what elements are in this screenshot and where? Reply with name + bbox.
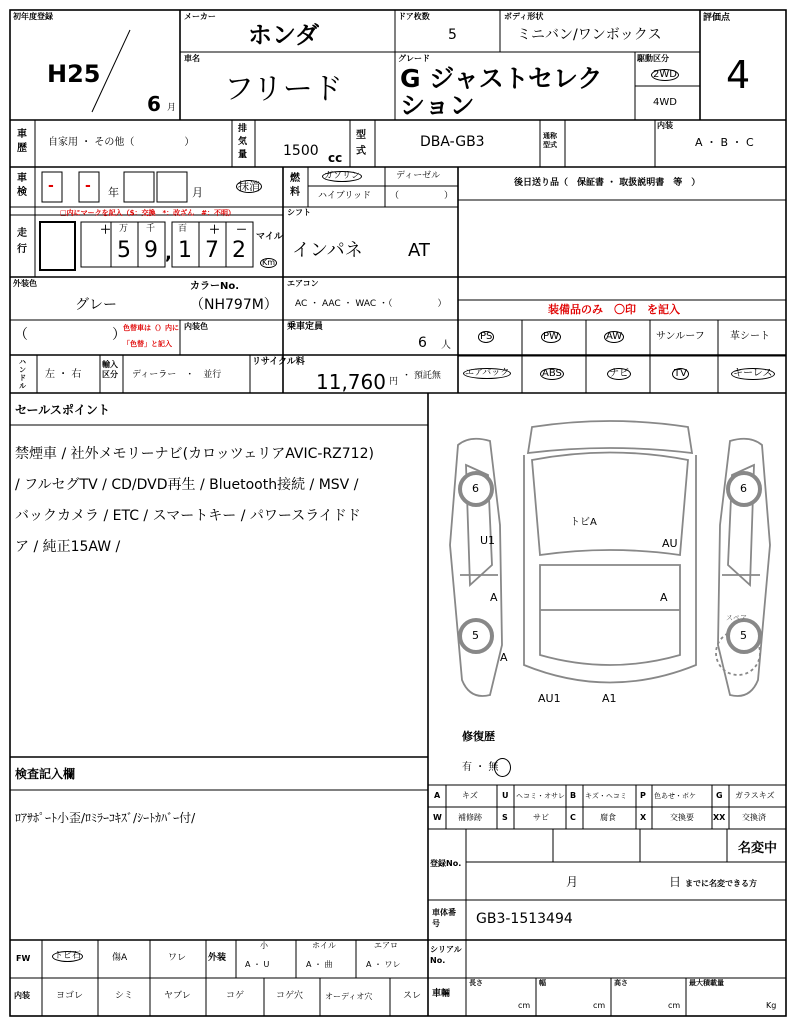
inspection-year-unit: 年	[108, 186, 119, 199]
color-change-note2: 「色替」と記入	[123, 340, 172, 348]
repair-history-label: 修復歴	[462, 730, 495, 743]
height-unit: cm	[668, 1001, 681, 1010]
height-label: 高さ	[614, 979, 628, 987]
grade-score-label: 評価点	[703, 13, 731, 23]
inspection-month-unit: 月	[192, 186, 203, 199]
interior-color-label: 内装色	[184, 322, 208, 331]
load-label: 最大積載量	[689, 979, 724, 987]
equip-ps: PS	[480, 331, 493, 342]
color-no: （NH797M）	[190, 297, 278, 313]
roof-mark: トビA	[570, 517, 597, 528]
mileage-man: 万	[119, 224, 129, 234]
sales-point-line: バックカメラ / ETC / スマートキー / パワースライドド	[15, 508, 361, 524]
recycle-label: リサイクル料	[252, 357, 305, 367]
interior-item: スレ	[403, 991, 422, 1001]
handle-label: ハンドル	[19, 358, 26, 390]
import-label: 輸入区分	[102, 360, 118, 379]
model: フリード	[224, 72, 343, 107]
fuel-hybrid: ハイブリッド	[318, 191, 372, 201]
left-door-mark: U1	[480, 534, 496, 547]
legend-code: P	[640, 791, 646, 800]
type-code: DBA-GB3	[420, 134, 485, 150]
capacity: 6	[418, 335, 427, 351]
fuel-diesel: ディーゼル	[396, 171, 441, 181]
wheel-label: ホイル	[312, 941, 336, 950]
legend-code: S	[502, 813, 508, 822]
sales-point-line: 禁煙車 / 社外メモリーナビ(カロッツェリアAVIC-RZ712)	[15, 446, 374, 462]
load-unit: Kg	[766, 1001, 777, 1010]
interior-grades: A ・ B ・ C	[695, 136, 754, 149]
handle-options: 左 ・ 右	[45, 369, 82, 380]
small-options: A ・ U	[245, 960, 270, 969]
first-reg-year: H25	[47, 60, 101, 88]
common-type-label: 通称型式	[543, 132, 557, 149]
doors-label: ドア枚数	[398, 12, 430, 21]
recycle-unit: 円	[389, 377, 399, 387]
legend-desc: サビ	[533, 813, 549, 822]
left-side-mark1: A	[490, 591, 498, 604]
tire-rear-left: 5	[472, 629, 479, 642]
mileage-comma: ,	[165, 243, 172, 264]
mileage-sen: 千	[146, 224, 156, 234]
rear-mark1: AU1	[538, 692, 561, 705]
grade-label: グレード	[398, 54, 430, 63]
inspection-label: 車検	[17, 173, 27, 198]
sales-point-line: ア / 純正15AW /	[15, 539, 121, 555]
legend-desc: ヘコミ・オサレ	[516, 792, 565, 800]
maker: ホンダ	[248, 21, 320, 49]
maker-label: メーカー	[184, 12, 216, 21]
fw-chip: トビ石	[54, 951, 82, 961]
interior-item: コゲ	[226, 991, 245, 1001]
legend-desc: 交換済	[742, 813, 766, 822]
color-change-paren: （ ）	[14, 327, 126, 343]
repair-none-circle	[494, 758, 511, 777]
interior-label: 内装	[657, 121, 673, 130]
mileage-digit: 2	[232, 238, 246, 263]
ac-label: エアコン	[287, 279, 319, 288]
rear-mark2: A1	[602, 692, 617, 705]
exterior-color-label: 外装色	[13, 279, 37, 288]
inspection-notes-label: 検査記入欄	[15, 767, 76, 781]
first-reg-label: 初年度登録	[13, 12, 53, 21]
displacement-label: 排気量	[238, 124, 248, 160]
tire-rear-right: 5	[740, 629, 747, 642]
shift-type: AT	[408, 240, 430, 261]
equip-airbag: エアバック	[465, 368, 510, 378]
interior-item: ヨゴレ	[56, 991, 84, 1001]
interior-item: シミ	[115, 991, 134, 1001]
equip-pw: PW	[543, 331, 559, 342]
history-label: 車歴	[17, 129, 27, 154]
interior-item: コゲ穴	[276, 991, 304, 1001]
chassis-label: 車体番号	[432, 908, 456, 928]
legend-desc: 腐食	[600, 813, 616, 822]
equipment-header: 装備品のみ 〇印 を記入	[548, 303, 680, 316]
inspection-expired: 抹消	[238, 180, 260, 193]
exterior-label: 外装	[208, 953, 227, 963]
first-reg-month: 6	[147, 92, 161, 116]
tire-front-left: 6	[472, 482, 479, 495]
fw-crack: ワレ	[168, 953, 187, 963]
body-type-label: ボディ形状	[504, 12, 544, 21]
mileage-note: □内にマークを記入（$：交換 *：改ざん #：不明）	[60, 209, 236, 217]
equip-leather: 革シート	[730, 331, 770, 342]
grade-line2: ション	[400, 91, 475, 120]
right-side-mark: A	[660, 591, 668, 604]
equip-keyless: キーレス	[733, 368, 773, 379]
legend-desc: ガラスキズ	[735, 791, 775, 800]
recycle-amount: 11,760	[316, 370, 386, 394]
displacement-unit: cc	[328, 151, 343, 165]
width-label: 幅	[539, 979, 546, 987]
sales-points-label: セールスポイント	[15, 403, 110, 417]
right-door-mark: AU	[662, 537, 678, 550]
legend-code: X	[640, 813, 647, 822]
legend-desc: 交換要	[670, 813, 694, 822]
equip-navi: ナビ	[609, 368, 629, 379]
registration-month-unit: 月	[566, 875, 579, 889]
mileage-plus2: ＋	[209, 223, 220, 236]
legend-code: G	[716, 791, 723, 800]
mileage-digit: 9	[144, 238, 158, 263]
fuel-gasoline: ガソリン	[324, 171, 361, 181]
fuel-other: （ ）	[390, 191, 454, 201]
docs-text: 後日送り品（ 保証書 ・ 取扱説明書 等 ）	[514, 178, 701, 188]
legend-code: A	[434, 791, 441, 800]
fw-label: FW	[16, 954, 31, 963]
length-label: 長さ	[469, 979, 483, 987]
name-change-deadline: までに名変できる方	[685, 879, 757, 888]
doors: 5	[448, 27, 457, 43]
equip-sunroof: サンルーフ	[656, 331, 705, 342]
legend-desc: キズ	[462, 791, 478, 800]
type-label: 型式	[356, 130, 366, 157]
left-side-mark2: A	[500, 651, 508, 664]
exterior-color: グレー	[75, 297, 117, 313]
legend-desc: 色あせ・ボケ	[654, 792, 696, 800]
history-options: 自家用 ・ その他（ ）	[48, 137, 195, 148]
first-reg-month-unit: 月	[167, 103, 177, 113]
model-label: 車名	[184, 54, 200, 63]
spare-label: スペア	[726, 614, 747, 622]
interior-row-label: 内装	[14, 991, 30, 1000]
dims-label: 車輛	[432, 989, 451, 999]
small-label: 小	[260, 941, 268, 950]
legend-code: W	[433, 813, 442, 822]
equip-tv: TV	[674, 368, 687, 379]
km-label: Km	[262, 258, 276, 267]
name-change: 名変中	[738, 841, 778, 856]
length-unit: cm	[518, 1001, 531, 1010]
color-change-note1: 色替車は（）内に	[123, 324, 179, 332]
repair-history-options: 有 ・ 無	[462, 762, 499, 773]
serial-label: シリアルNo.	[430, 945, 462, 965]
car-damage-diagram	[440, 405, 780, 715]
mileage-hyaku: 百	[178, 224, 188, 234]
grade-score: 4	[726, 53, 751, 97]
width-unit: cm	[593, 1001, 606, 1010]
mileage-label: 走行	[17, 228, 27, 255]
import-options: ディーラー ・ 並行	[132, 370, 222, 380]
inspection-dash1: -	[48, 178, 54, 194]
legend-code: B	[570, 791, 577, 800]
legend-code: C	[570, 813, 576, 822]
mileage-digit: 1	[178, 238, 192, 263]
drive-4wd: 4WD	[653, 97, 677, 108]
capacity-unit: 人	[441, 340, 451, 351]
color-no-label: カラーNo.	[190, 281, 240, 292]
inspection-notes-text: ﾛｱｻﾎﾟｰﾄ小歪/ﾛﾐﾗｰｺｷｽﾞ/ｼｰﾄｶﾊﾞｰ付/	[15, 811, 196, 825]
interior-item: ヤブレ	[164, 991, 191, 1001]
displacement: 1500	[283, 143, 319, 159]
fuel-label: 燃料	[290, 173, 300, 198]
body-type: ミニバン/ワンボックス	[517, 27, 662, 43]
legend-desc: キズ・ヘコミ	[585, 792, 627, 800]
mileage-plus1: ＋	[100, 223, 111, 236]
inspection-dash2: -	[85, 178, 91, 194]
registration-day-unit: 日	[669, 875, 682, 889]
legend-code: XX	[713, 813, 726, 822]
shift-position: インパネ	[292, 240, 363, 261]
capacity-label: 乗車定員	[287, 322, 324, 332]
shift-label: シフト	[287, 208, 311, 217]
mileage-minus: －	[236, 223, 247, 236]
tire-front-right: 6	[740, 482, 747, 495]
aero-label: エアロ	[374, 941, 398, 950]
registration-label: 登録No.	[430, 859, 462, 868]
equip-aw: AW	[606, 331, 623, 342]
aero-options: A ・ ワレ	[366, 960, 401, 969]
recycle-deposit: ・ 預託無	[402, 371, 441, 381]
legend-code: U	[502, 791, 509, 800]
drive-label: 駆動区分	[637, 54, 669, 63]
legend-desc: 補修跡	[458, 813, 482, 822]
mile-label: マイル	[256, 232, 283, 242]
ac-options: AC ・ AAC ・ WAC ・（ ）	[295, 299, 447, 309]
sales-point-line: / フルセグTV / CD/DVD再生 / Bluetooth接続 / MSV /	[15, 477, 359, 493]
fw-scratch: 傷A	[112, 953, 128, 963]
drive-2wd: 2WD	[653, 69, 677, 80]
chassis-no: GB3-1513494	[476, 911, 573, 927]
mileage-digit: 5	[117, 238, 131, 263]
equip-abs: ABS	[542, 368, 562, 379]
grade-line1: G ジャストセレク	[400, 64, 603, 93]
wheel-options: A ・ 曲	[306, 960, 333, 969]
mileage-digit: 7	[205, 238, 219, 263]
interior-item: オーディオ穴	[325, 992, 373, 1001]
